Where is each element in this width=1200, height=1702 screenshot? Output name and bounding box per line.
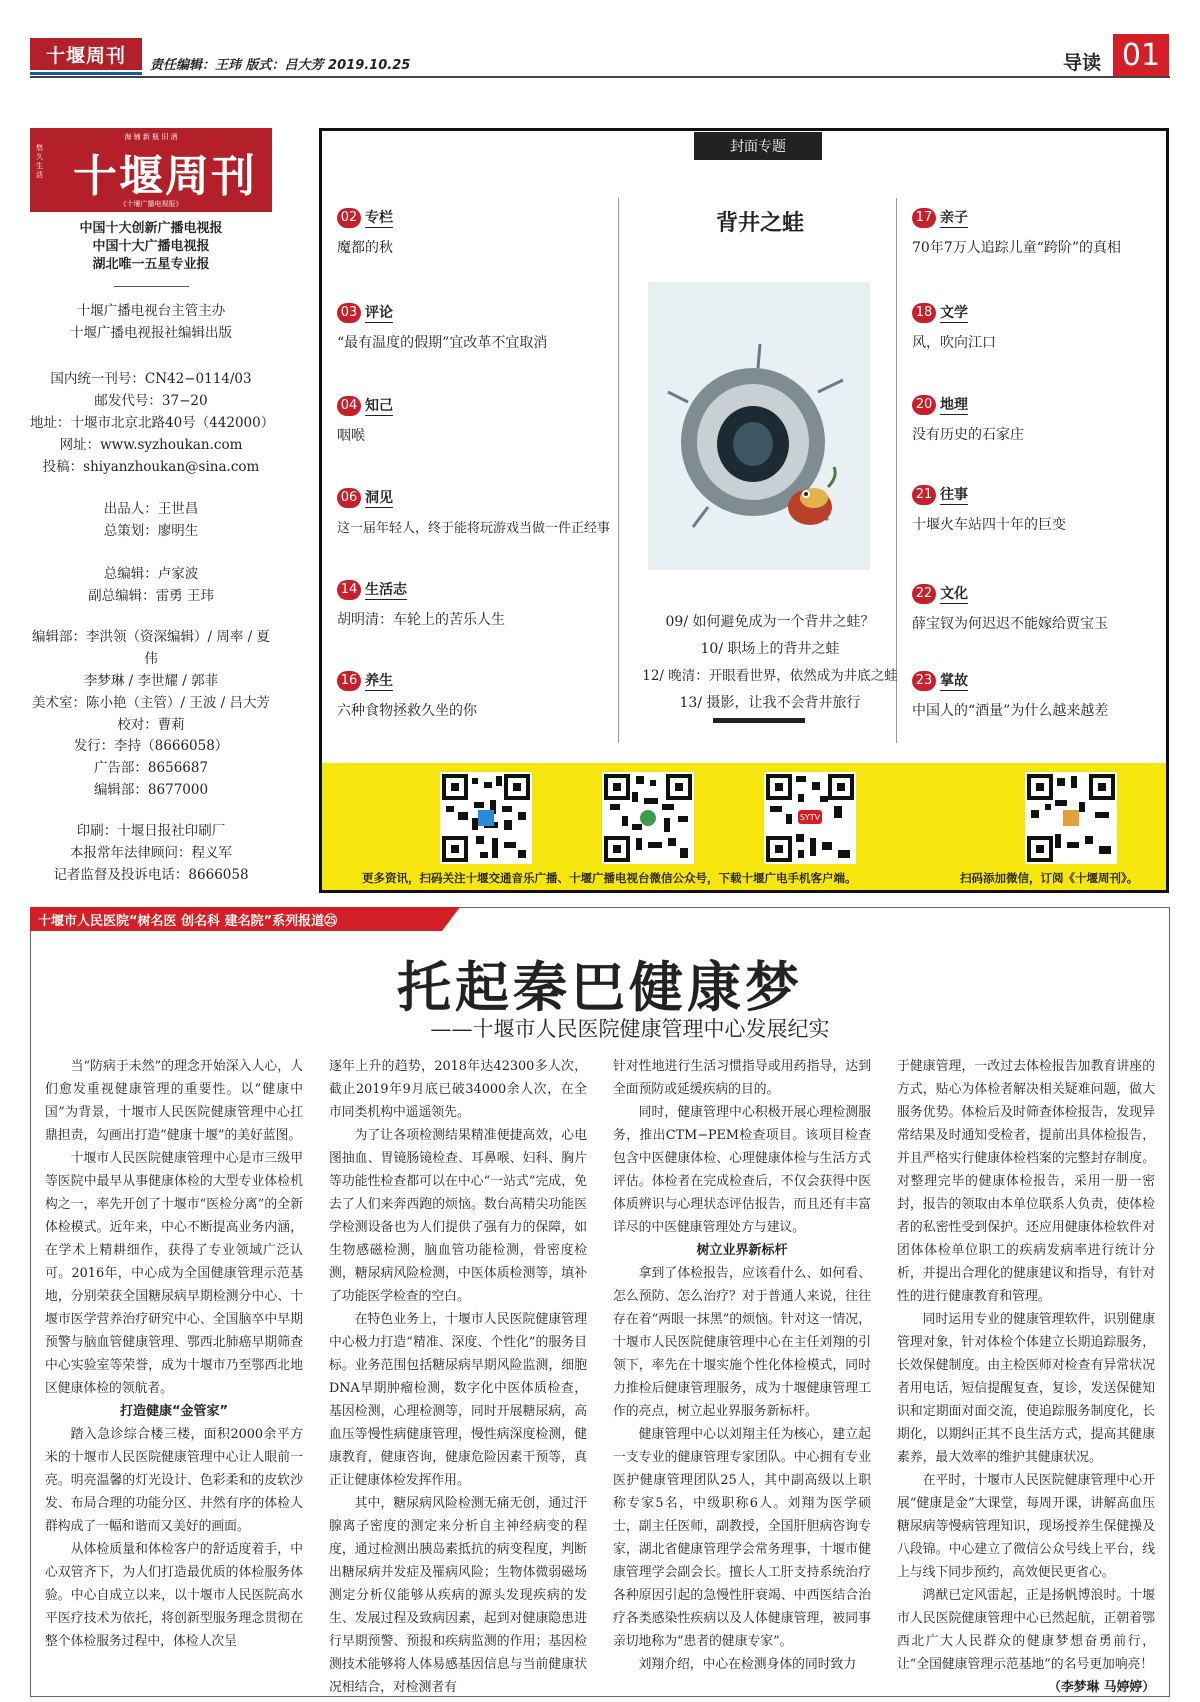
header-editor-info: 责任编辑：王玮 版式：吕大芳 2019.10.25 <box>150 58 411 73</box>
info-line: 总编辑：卢家波 <box>103 566 199 582</box>
page-badge: 20 <box>912 395 936 415</box>
well-frog-illustration <box>648 282 870 570</box>
cover-story-link[interactable]: 10/ 职场上的背井之蛙 <box>700 641 840 657</box>
info-editors <box>30 563 272 607</box>
section-label: 知己 <box>365 395 393 416</box>
item-desc: 中国人的“酒量”为什么越来越差 <box>912 703 1109 719</box>
article-paragraph: 在平时，十堰市人民医院健康管理中心开展“健康是金”大课堂，每周开课，讲解高血压糖尿病等慢病管理知识，现场授养生保健操及八段锦。中心建立了微信公众号线上平台，线上与线下同步预约，高效便民更省心。 <box>897 1473 1155 1580</box>
header-logo: 十堰周刊 <box>30 38 142 70</box>
item-desc: 没有历史的石家庄 <box>912 427 1024 443</box>
info-line: 印刷：十堰日报社印刷厂 <box>76 823 226 839</box>
page-badge: 04 <box>337 396 361 416</box>
info-line: 编辑部：李洪领（资深编辑）/ 周率 / 夏伟 <box>32 629 270 667</box>
cover-illustration <box>648 282 870 570</box>
qr-badge-text: SYTV <box>799 813 821 822</box>
contents-item[interactable] <box>912 583 1152 633</box>
info-line: 美术室：陈小艳（主管）/ 王波 / 吕大芳 <box>32 695 270 711</box>
page-badge: 21 <box>912 485 936 505</box>
cover-title: 背井之蛙 <box>715 210 804 236</box>
article-paragraph: 刘翔介绍，中心在检测身体的同时致力 <box>638 1657 857 1672</box>
info-line: 国内统一刊号：CN42−0114/03 <box>50 371 252 387</box>
article-paragraph: 拿到了体检报告，应该看什么、如何看、怎么预防、怎么治疗？对于普通人来说，往往存在着“两眼一抹黑”的烦恼。针对这一情况，十堰市人民医院健康管理中心在主任刘翔的引领下，率先在十堰实施个性化体检模式，同时力推检后健康管理服务，成为十堰健康管理工作的亮点，树立起业界服务新标杆。 <box>613 1266 871 1419</box>
item-desc: 胡明清：车轮上的苦乐人生 <box>337 612 505 628</box>
info-line: 十堰广播电视台主管主办 <box>76 303 226 319</box>
info-line: 李梦琳 / 李世耀 / 郭菲 <box>83 673 219 689</box>
cover-topic-tag: 封面专题 <box>694 132 822 160</box>
article-paragraph: 鸿猷已定风雷起，正是扬帆博浪时。十堰市人民医院健康管理中心已然起航，正朝着鄂西北广大人民群众的健康梦想奋勇前行，让“全国健康管理示范基地”的名号更加响亮！ <box>897 1588 1155 1672</box>
item-desc: 咽喉 <box>337 428 365 444</box>
contents-item[interactable] <box>337 207 577 257</box>
page-badge: 16 <box>337 671 361 691</box>
article-column-4 <box>897 1055 1155 1699</box>
info-line: 记者监督及投诉电话：8666058 <box>53 867 249 883</box>
page-badge: 18 <box>912 303 936 323</box>
item-desc: 薛宝钗为何迟迟不能嫁给贾宝玉 <box>912 616 1108 632</box>
info-line: 广告部：8656687 <box>93 760 209 776</box>
article-paragraph: 在特色业务上，十堰市人民医院健康管理中心极力打造“精准、深度、个性化”的服务目标。业务范围包括糖尿病早期风险监测，细胞DNA早期肿瘤检测，数字化中医体质检查，基因检测，心理检测等，同时开展糖尿病，高血压等慢性病健康管理，慢性病深度检测，健康教育，健康咨询，健康危险因素干预等，真正让健康体检发挥作用。 <box>329 1312 587 1488</box>
article-banner-text: 十堰市人民医院“树名医 创名科 建名院”系列报道㉕ <box>38 914 338 929</box>
info-line: 副总编辑：雷勇 王玮 <box>88 588 214 604</box>
cover-story-link[interactable]: 13/ 摄影，让我不会背井旅行 <box>679 695 861 711</box>
qr-caption-right: 扫码添加微信，订阅《十堰周刊》。 <box>960 871 1139 885</box>
article-paragraph: 十堰市人民医院健康管理中心是市三级甲等医院中最早从事健康体检的大型专业体检机构之一，率先开创了十堰市“医检分离”的全新体检模式。近年来，中心不断提高业务内涵，在学术上精耕细作，获得了专业领域广泛认可。2016年，中心成为全国健康管理示范基地，分别荣获全国糖尿病早期检测分中心、十堰市医学营养治疗研究中心、全国脑卒中早期预警与脑血管健康管理、鄂西北肺癌早期筛查中心实验室等荣誉，成为十堰市乃至鄂西北地区健康体检的领航者。 <box>45 1151 303 1396</box>
cover-story-link[interactable]: 12/ 晚清：开眼看世界，依然成为井底之蛙 <box>642 668 898 684</box>
honor-line: 湖北唯一五星专业报 <box>92 257 210 272</box>
qr-code-wechat-official[interactable] <box>602 772 694 864</box>
info-line: 投稿：shiyanzhoukan@sina.com <box>42 459 260 475</box>
page-badge: 23 <box>912 671 936 691</box>
contents-item[interactable] <box>337 670 577 720</box>
item-desc: 十堰火车站四十年的巨变 <box>912 517 1066 533</box>
contents-item[interactable] <box>912 484 1152 534</box>
contents-item[interactable] <box>912 394 1152 444</box>
info-honors <box>30 220 272 274</box>
header-logo-underline <box>30 72 142 75</box>
section-label: 洞见 <box>365 487 393 508</box>
page-number-badge: 01 <box>1113 34 1169 76</box>
contents-item[interactable] <box>912 302 1152 352</box>
section-label: 文化 <box>940 583 968 604</box>
section-label: 地理 <box>940 394 968 415</box>
article-paragraph: 从体检质量和体检客户的舒适度着手，中心双管齐下，为人们打造最优质的体检服务体验。中心自成立以来，以十堰市人民医院高水平医疗技术为依托，将创新型服务理念贯彻在整个体检服务过程中，体检人次呈 <box>45 1542 303 1649</box>
info-line: 十堰广播电视报社编辑出版 <box>70 325 232 341</box>
section-label: 评论 <box>365 302 393 323</box>
article-paragraph: 于健康管理，一改过去体检报告加教育讲座的方式，贴心为体检者解决相关疑难问题，做大服务优势。体检后及时筛查体检报告，发现异常结果及时通知受检者，提前出具体检报告，并且严格实行健康体检档案的完整封存制度。对整理完毕的健康体检报告，采用一册一密封，报告的领取由本单位联系人负责，使体检者的私密性受到保护。还应用健康体检软件对团体体检单位职工的疾病发病率进行统计分析，并提出合理化的健康建议和指导，有针对性的进行健康教育和管理。 <box>897 1059 1155 1304</box>
masthead-side-small: 悠 久 生 活 <box>36 144 43 179</box>
info-line: 本报常年法律顾问：程义军 <box>70 845 232 861</box>
info-line: 编辑部：8677000 <box>93 782 209 798</box>
section-label: 掌故 <box>940 670 968 691</box>
article-paragraph: 为了让各项检测结果精准便捷高效，心电图抽血、胃镜肠镜检查、耳鼻喉、妇科、胸片等功能性检查都可以在中心“一站式”完成，免去了人们来奔西跑的烦恼。数台高精尖功能医学检测设备也为人们提供了强有力的保障，如生物感磁检测，脑血管功能检测，骨密度检测，糖尿病风险检测，中医体质检测等，填补了功能医学检查的空白。 <box>329 1128 587 1304</box>
article-subheadline: ——十堰市人民医院健康管理中心发展纪实 <box>430 1017 830 1041</box>
article-paragraph: 逐年上升的趋势，2018年达42300多人次，截止2019年9月底已破34000余人次，在全市同类机构中遥遥领先。 <box>329 1059 587 1120</box>
article-paragraph: 其中，糖尿病风险检测无痛无创，通过汗腺离子密度的测定来分析自主神经病变的程度，通过检测出胰岛素抵抗的病变程度，判断出糖尿病并发症及罹病风险；生物体微弱磁场测定分析仪能够从疾病的源头发现疾病的发生、发展过程及致病因素，起到对健康隐患进行早期预警、预报和疾病监测的作用；基因检测技术能够将人体易感基因信息与当前健康状况相结合，对检测者有 <box>329 1496 587 1695</box>
info-contacts <box>30 735 272 801</box>
info-line: 邮发代号：37−20 <box>94 393 208 409</box>
contents-item[interactable] <box>912 670 1152 720</box>
contents-item[interactable] <box>337 487 611 536</box>
info-registration <box>30 368 275 478</box>
article-paragraph: 同时运用专业的健康管理软件，识别健康管理对象，针对体检个体建立长期追踪服务，长效保健制度。由主检医师对检查有异常状况者用电话，短信提醒复查，复诊，发送保健知识和定期面对面交流，使追踪服务制度化，长期化，以期纠正其不良生活方式，提高其健康素养，最大效率的维护其健康状况。 <box>897 1312 1155 1465</box>
section-label: 生活志 <box>365 579 407 600</box>
masthead-title: 十堰周刊 <box>73 151 257 202</box>
cover-rule <box>713 718 805 723</box>
page-badge: 17 <box>912 208 936 228</box>
info-publisher <box>30 300 272 344</box>
section-label: 专栏 <box>365 207 393 228</box>
article-paragraph: 踏入急诊综合楼三楼，面积2000余平方米的十堰市人民医院健康管理中心让人眼前一亮。明亮温馨的灯光设计、色彩柔和的皮软沙发、布局合理的功能分区、井然有序的体检人群构成了一幅和谐而又美好的画面。 <box>45 1427 303 1534</box>
section-label: 文学 <box>940 302 968 323</box>
qr-caption-left: 更多资讯，扫码关注十堰交通音乐广播、十堰广播电视台微信公众号，下载十堰广电手机客户端。 <box>362 871 857 885</box>
contents-item[interactable] <box>337 395 577 445</box>
article-paragraph: 健康管理中心以刘翔主任为核心，建立起一支专业的健康管理专家团队。中心拥有专业医护健康管理团队25人，其中副高级以上职称专家5名，中级职称6人。刘翔为医学硕士，副主任医师，副教授，全国肝胆病咨询专家，湖北省健康管理学会常务理事，十堰市健康管理学会副会长。擅长人工肝支持系统治疗各种原因引起的急慢性肝衰竭、中西医结合治疗各类感染性疾病以及人体健康管理，被同事亲切地称为“患者的健康专家”。 <box>613 1427 871 1649</box>
masthead-sub-small: 《十堰广播电视报》 <box>119 200 183 208</box>
cover-story-list <box>620 609 920 717</box>
qr-code-sytv-app[interactable] <box>764 772 856 864</box>
item-desc: 这一届年轻人，终于能将玩游戏当做一件正经事 <box>337 521 611 536</box>
header-rule <box>30 76 1170 78</box>
masthead-top-small: 海 铺 新 瓶 旧 酒 <box>124 133 178 141</box>
column-divider-left <box>618 198 619 743</box>
article-column-1 <box>45 1055 303 1653</box>
section-subheading: 树立业界新标杆 <box>696 1243 788 1258</box>
info-line: 校对：曹莉 <box>117 717 185 733</box>
info-line: 网址：www.syzhoukan.com <box>59 437 243 453</box>
masthead <box>30 128 272 212</box>
section-subheading: 打造健康“金管家” <box>119 1404 229 1419</box>
article-paragraph: 同时，健康管理中心积极开展心理检测服务，推出CTM−PEM检查项目。该项目检查包含中医健康体检、心理健康体检与生活方式评估。体检者在完成检查后，不仅会获得中医体质辨识与心理状态评估报告，而且还有丰富详尽的中医健康管理处方与建议。 <box>613 1105 871 1235</box>
page-badge: 14 <box>337 580 361 600</box>
page-badge: 03 <box>337 303 361 323</box>
article-paragraph: 当“防病于未然”的理念开始深入人心，人们愈发重视健康管理的重要性。以“健康中国”为背景，十堰市人民医院健康管理中心扛鼎担责，勾画出打造“健康十堰”的美好蓝图。 <box>45 1059 303 1143</box>
honor-line: 中国十大广播电视报 <box>92 239 210 254</box>
page-badge: 02 <box>337 208 361 228</box>
section-label: 养生 <box>365 670 393 691</box>
info-staff <box>30 626 272 736</box>
info-line: 出品人：王世昌 <box>103 501 199 517</box>
contents-item[interactable] <box>337 302 577 352</box>
info-line: 地址：十堰市北京北路40号（442000） <box>30 415 275 431</box>
contents-item[interactable] <box>912 207 1152 257</box>
article-headline: 托起秦巴健康梦 <box>397 955 803 1019</box>
page-badge: 22 <box>912 584 936 604</box>
article-byline: （李梦琳 马婷婷） <box>1048 1680 1155 1695</box>
qr-icon <box>1025 772 1117 864</box>
info-producers <box>30 498 272 542</box>
header-section-label: 导读 <box>1063 52 1102 74</box>
article-paragraph: 针对性地进行生活习惯指导或用药指导，达到全面预防或延缓疾病的目的。 <box>613 1059 871 1097</box>
contents-item[interactable] <box>337 579 577 629</box>
cover-story-link[interactable]: 09/ 如何避免成为一个背井之蛙？ <box>665 614 875 630</box>
qr-icon <box>440 772 532 864</box>
item-desc: 六种食物拯救久坐的你 <box>337 703 477 719</box>
qr-icon <box>764 772 856 864</box>
item-desc: 风，吹向江口 <box>912 335 996 351</box>
article-column-3 <box>613 1055 871 1676</box>
honor-line: 中国十大创新广播电视报 <box>79 221 223 236</box>
info-legal <box>30 820 272 886</box>
section-label: 亲子 <box>940 207 968 228</box>
item-desc: 70年7万人追踪儿童“跨阶”的真相 <box>912 240 1122 256</box>
qr-icon <box>602 772 694 864</box>
section-label: 往事 <box>940 484 968 505</box>
page-badge: 06 <box>337 488 361 508</box>
info-divider <box>114 286 189 287</box>
qr-code-traffic-radio[interactable] <box>440 772 532 864</box>
info-line: 发行：李持（8666058） <box>73 738 229 754</box>
info-line: 总策划：廖明生 <box>103 523 199 539</box>
qr-code-wechat-subscribe[interactable] <box>1025 772 1117 864</box>
item-desc: 魔都的秋 <box>337 240 393 256</box>
article-column-2 <box>329 1055 587 1699</box>
item-desc: “最有温度的假期”宜改革不宜取消 <box>337 335 548 351</box>
